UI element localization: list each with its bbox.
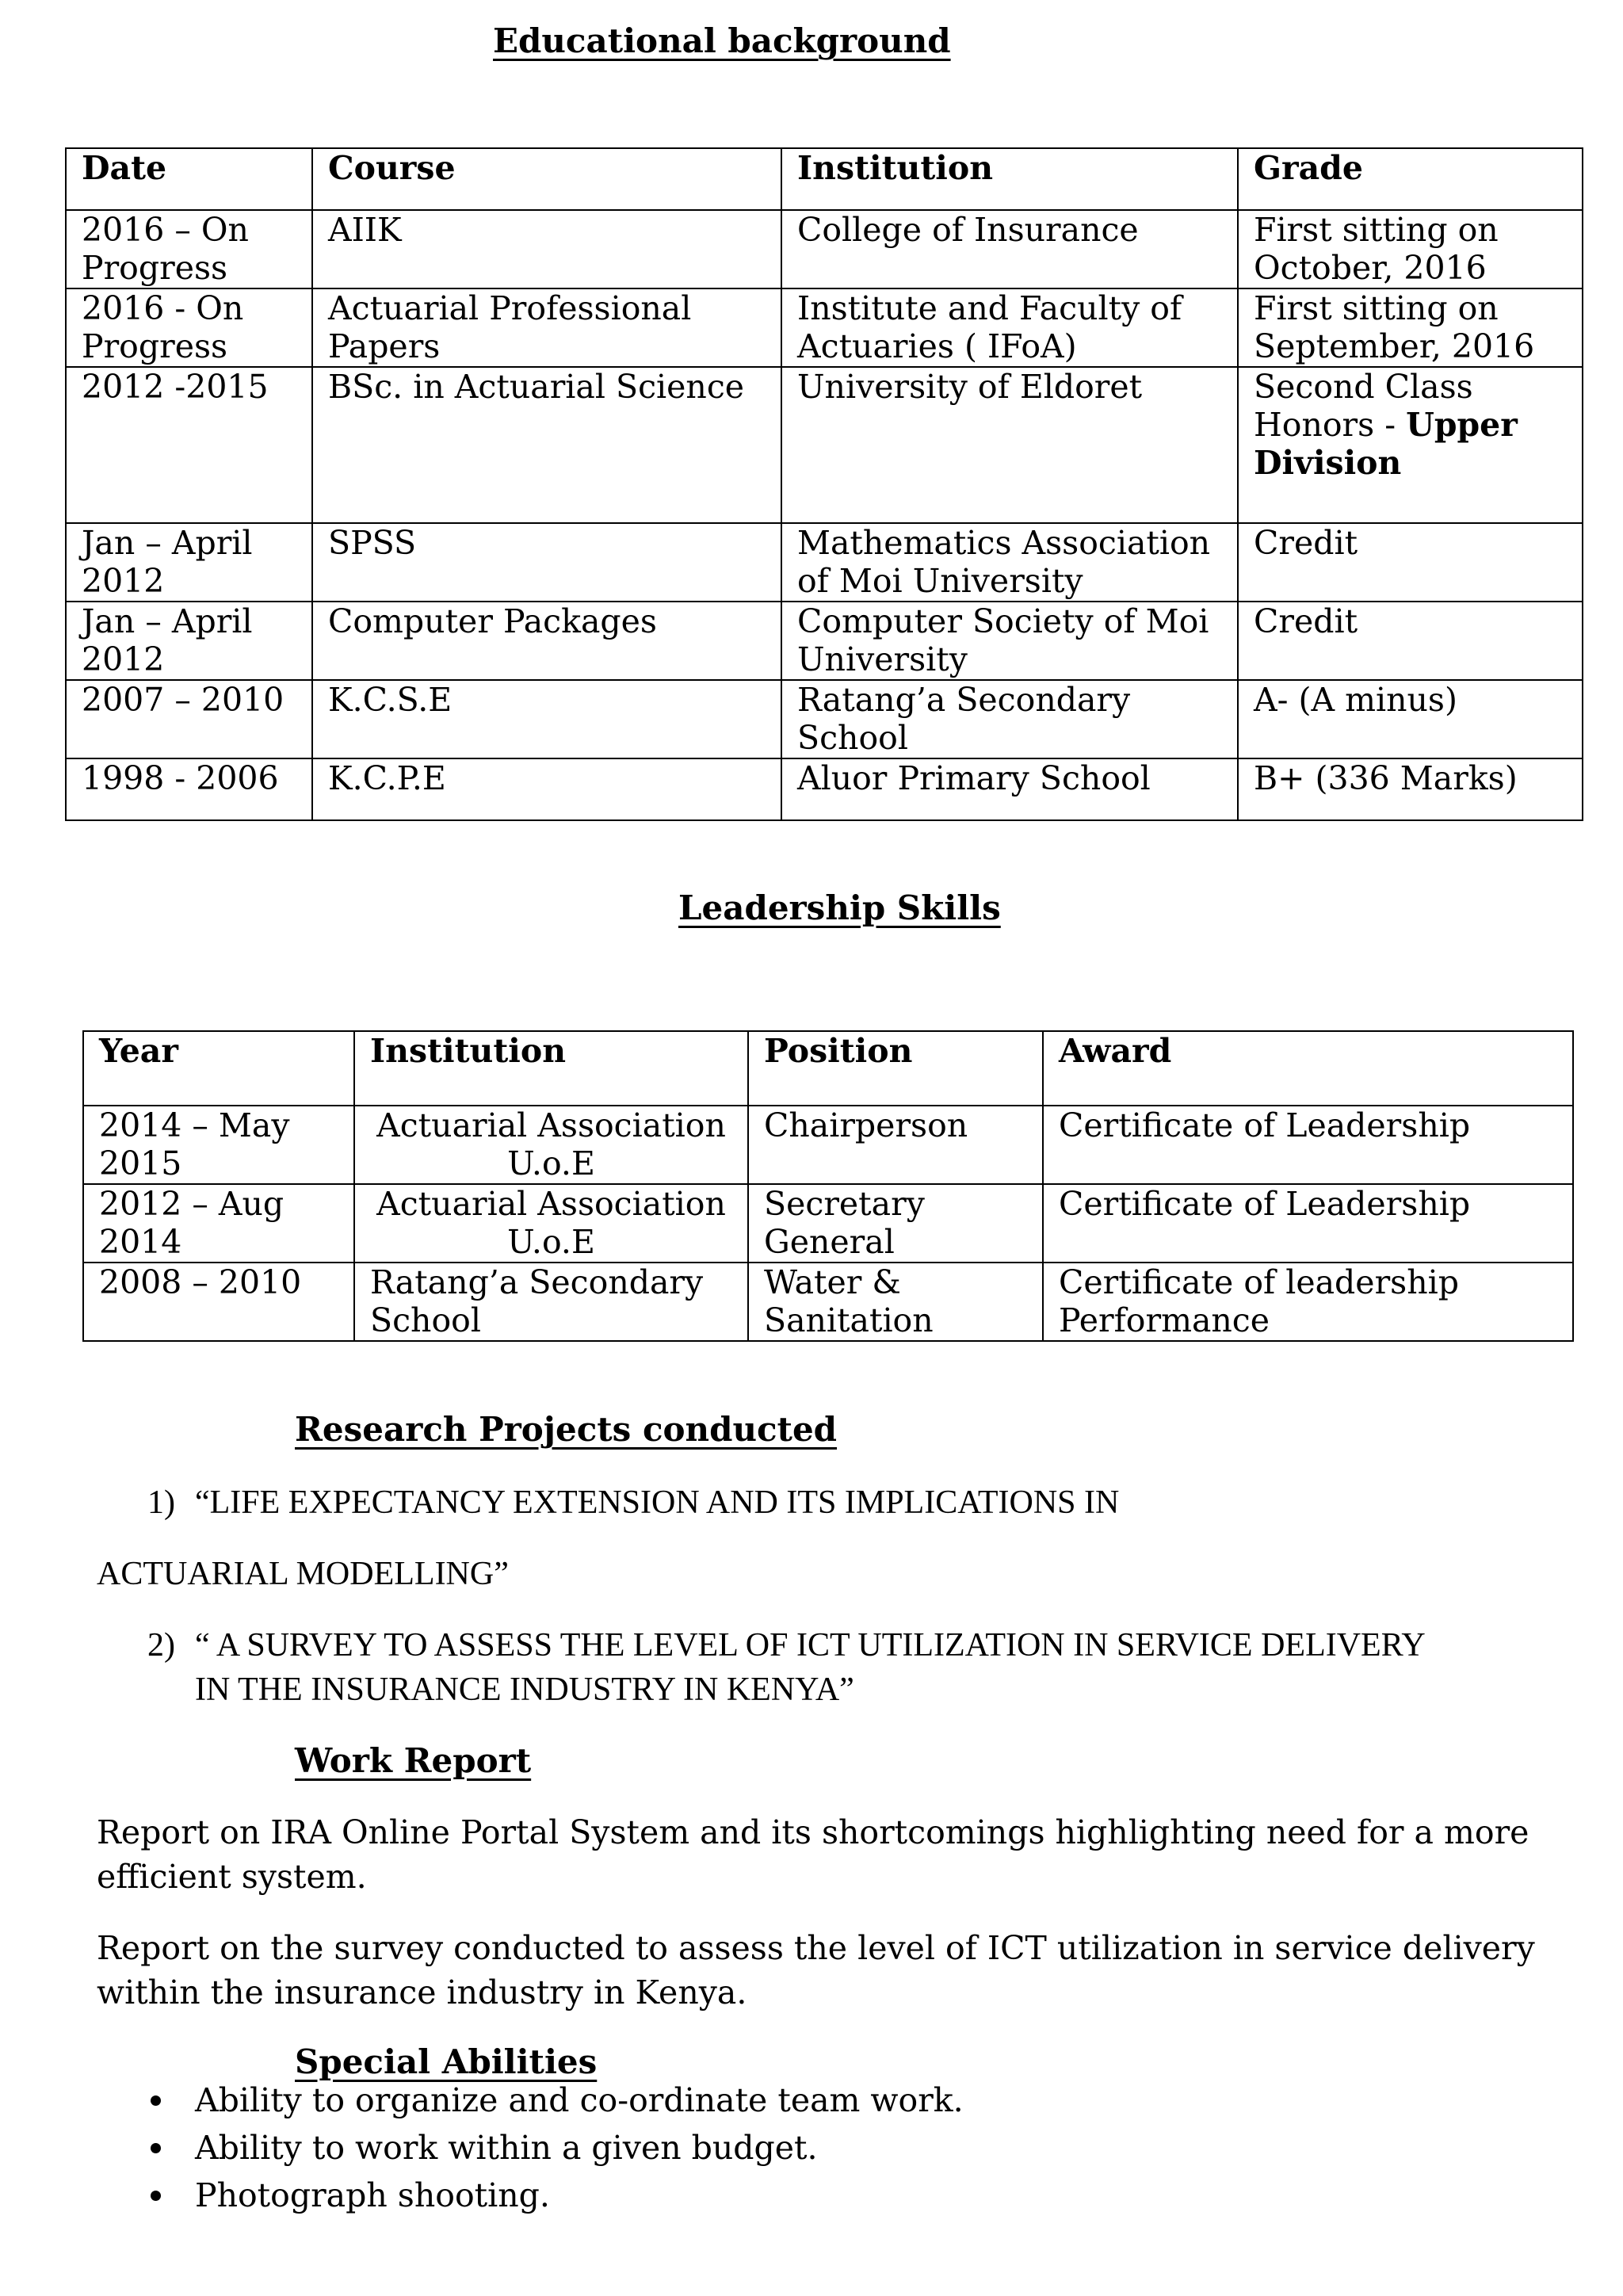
edu-institution: Ratang’a Secondary School xyxy=(781,680,1238,758)
education-table xyxy=(65,147,1583,821)
leadership-heading: Leadership Skills xyxy=(678,888,1001,927)
edu-date: 2016 – On Progress xyxy=(66,210,312,288)
table-row xyxy=(66,680,1583,758)
work-report-paragraph-1: Report on IRA Online Portal System and its shortcomings highlighting need for a more efficient system. xyxy=(97,1813,1529,1896)
leadership-header-row xyxy=(83,1031,1573,1106)
edu-course: AIIK xyxy=(312,210,781,288)
edu-institution: Computer Society of Moi University xyxy=(781,602,1238,680)
research-item-2-line1: “ A SURVEY TO ASSESS THE LEVEL OF ICT UTILIZATION IN SERVICE DELIVERY xyxy=(195,1627,1426,1664)
education-header-row xyxy=(66,148,1583,210)
lead-award: Certificate of Leadership xyxy=(1043,1184,1573,1263)
research-heading: Research Projects conducted xyxy=(295,1410,838,1449)
table-row xyxy=(66,758,1583,820)
bullet-icon xyxy=(151,2191,161,2201)
leadership-table xyxy=(82,1030,1574,1342)
table-row xyxy=(83,1184,1573,1263)
edu-course: SPSS xyxy=(312,523,781,602)
edu-grade: A- (A minus) xyxy=(1238,680,1583,758)
edu-grade: Credit xyxy=(1238,523,1583,602)
table-row xyxy=(66,602,1583,680)
list-item xyxy=(97,2124,964,2172)
lead-year: 2014 – May 2015 xyxy=(83,1106,354,1184)
education-header-date: Date xyxy=(66,148,312,210)
lead-position: Chairperson xyxy=(748,1106,1043,1184)
ability-text: Photograph shooting. xyxy=(195,2176,550,2214)
edu-course: BSc. in Actuarial Science xyxy=(312,367,781,523)
edu-course: Actuarial Professional Papers xyxy=(312,288,781,367)
bullet-icon xyxy=(151,2143,161,2153)
lead-award: Certificate of leadership Performance xyxy=(1043,1263,1573,1341)
edu-date: 2007 – 2010 xyxy=(66,680,312,758)
edu-course: K.C.P.E xyxy=(312,758,781,820)
education-heading: Educational background xyxy=(493,21,951,60)
table-row xyxy=(66,367,1583,523)
education-header-grade: Grade xyxy=(1238,148,1583,210)
edu-grade: First sitting on September, 2016 xyxy=(1238,288,1583,367)
edu-date: 1998 - 2006 xyxy=(66,758,312,820)
edu-institution: College of Insurance xyxy=(781,210,1238,288)
edu-institution: Institute and Faculty of Actuaries ( IFoA) xyxy=(781,288,1238,367)
lead-institution: Actuarial Association U.o.E xyxy=(354,1184,748,1263)
table-row xyxy=(66,210,1583,288)
table-row xyxy=(66,523,1583,602)
edu-course: Computer Packages xyxy=(312,602,781,680)
work-report-paragraph-2: Report on the survey conducted to assess the level of ICT utilization in service delivery within the insurance industry in Kenya. xyxy=(97,1929,1535,2011)
leadership-header-institution: Institution xyxy=(354,1031,748,1106)
lead-position: Water & Sanitation xyxy=(748,1263,1043,1341)
leadership-header-year: Year xyxy=(83,1031,354,1106)
research-item-1-line1: “LIFE EXPECTANCY EXTENSION AND ITS IMPLICATIONS IN xyxy=(195,1484,1120,1521)
research-item-1-line2: ACTUARIAL MODELLING” xyxy=(97,1556,509,1592)
lead-award: Certificate of Leadership xyxy=(1043,1106,1573,1184)
edu-date: 2012 -2015 xyxy=(66,367,312,523)
research-item-2-number: 2) xyxy=(147,1627,175,1664)
table-row xyxy=(83,1263,1573,1341)
edu-date: 2016 - On Progress xyxy=(66,288,312,367)
edu-grade-plain: Second Class Honors - xyxy=(1254,368,1473,444)
edu-course: K.C.S.E xyxy=(312,680,781,758)
work-report-heading: Work Report xyxy=(295,1741,532,1780)
education-header-course: Course xyxy=(312,148,781,210)
research-item-2-line2: IN THE INSURANCE INDUSTRY IN KENYA” xyxy=(195,1671,854,1708)
special-abilities-heading: Special Abilities xyxy=(295,2042,598,2081)
edu-grade: First sitting on October, 2016 xyxy=(1238,210,1583,288)
edu-date: Jan – April 2012 xyxy=(66,602,312,680)
bullet-icon xyxy=(151,2095,161,2106)
edu-date: Jan – April 2012 xyxy=(66,523,312,602)
leadership-header-position: Position xyxy=(748,1031,1043,1106)
lead-year: 2008 – 2010 xyxy=(83,1263,354,1341)
special-abilities-list xyxy=(97,2076,964,2219)
lead-position: Secretary General xyxy=(748,1184,1043,1263)
edu-institution: University of Eldoret xyxy=(781,367,1238,523)
edu-grade xyxy=(1238,367,1583,523)
ability-text: Ability to organize and co-ordinate team work. xyxy=(195,2081,964,2119)
lead-institution: Actuarial Association U.o.E xyxy=(354,1106,748,1184)
table-row xyxy=(83,1106,1573,1184)
research-item-1-number: 1) xyxy=(147,1484,175,1521)
edu-grade: B+ (336 Marks) xyxy=(1238,758,1583,820)
table-row xyxy=(66,288,1583,367)
list-item xyxy=(97,2076,964,2124)
leadership-header-award: Award xyxy=(1043,1031,1573,1106)
ability-text: Ability to work within a given budget. xyxy=(195,2129,818,2167)
edu-grade-bold: Upper Division xyxy=(1254,406,1518,482)
lead-institution: Ratang’a Secondary School xyxy=(354,1263,748,1341)
edu-institution: Mathematics Association of Moi University xyxy=(781,523,1238,602)
education-header-institution: Institution xyxy=(781,148,1238,210)
edu-institution: Aluor Primary School xyxy=(781,758,1238,820)
list-item xyxy=(97,2172,964,2219)
lead-year: 2012 – Aug 2014 xyxy=(83,1184,354,1263)
edu-grade: Credit xyxy=(1238,602,1583,680)
